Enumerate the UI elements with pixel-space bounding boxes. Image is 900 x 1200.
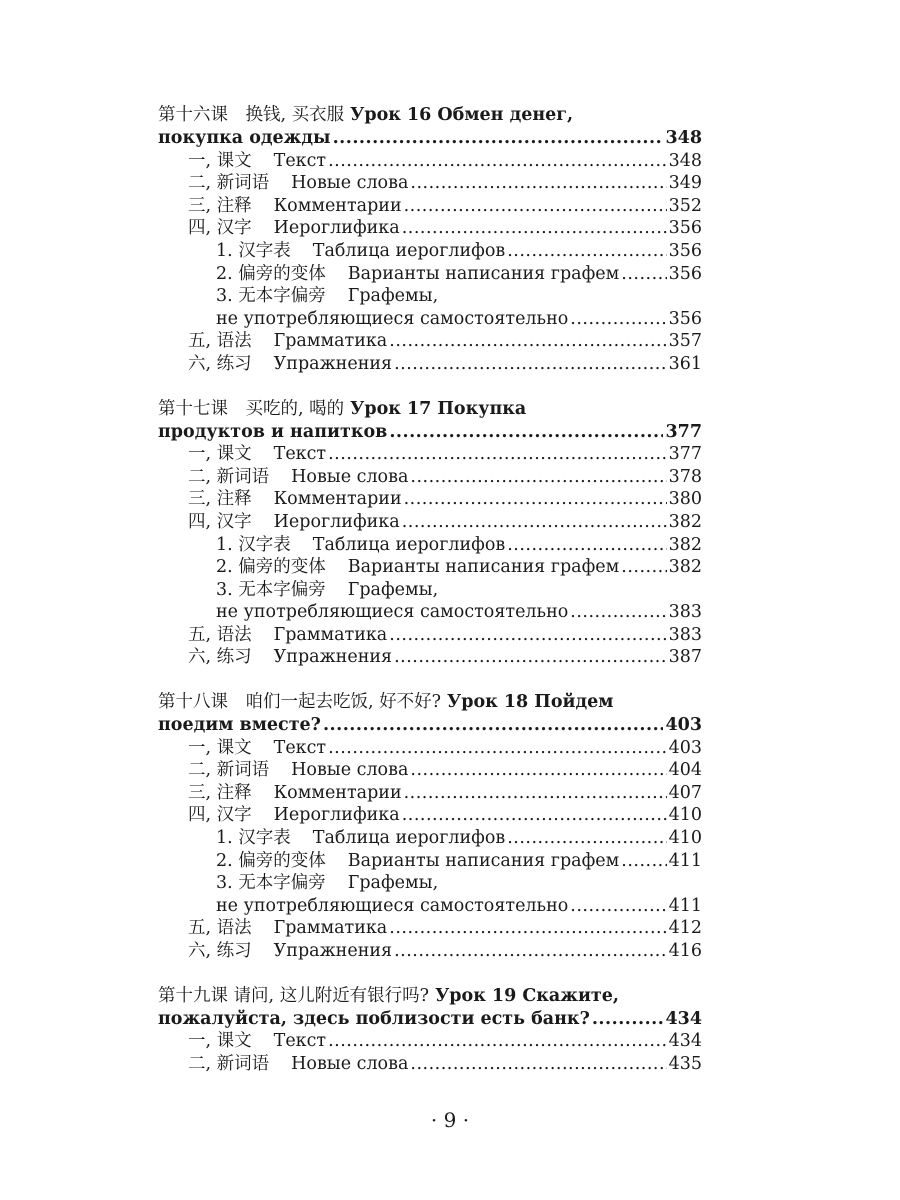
dot-leader <box>570 601 666 624</box>
entry-ru: Варианты написания графем <box>347 557 620 578</box>
dot-leader <box>323 714 664 737</box>
entry-zh: 四, 汉字 <box>188 511 252 532</box>
page-ref: 416 <box>668 941 702 961</box>
entry-ru: Варианты написания графем <box>347 850 620 871</box>
entry-ru: Новые слова <box>291 1053 409 1074</box>
chapter-title-ru: Урок 19 Скажите, <box>435 985 619 1006</box>
page-ref: 434 <box>668 1031 702 1052</box>
dot-leader <box>333 127 664 150</box>
page-ref: 387 <box>668 647 702 668</box>
page-ref: 378 <box>668 466 702 487</box>
dot-leader <box>404 782 667 805</box>
dot-leader <box>404 195 667 218</box>
entry-ru: Новые слова <box>291 173 409 194</box>
chapter-title-cont <box>158 714 702 737</box>
dot-leader <box>389 330 666 353</box>
chapter-title-cont <box>158 421 702 444</box>
chapter-title <box>158 691 702 714</box>
entry-ru: Варианты написания графем <box>347 263 620 284</box>
entry-ru: Таблица иероглифов <box>312 240 506 261</box>
dot-leader <box>389 624 666 647</box>
entry-zh: 二, 新词语 <box>188 1053 270 1074</box>
page-ref: 404 <box>668 760 702 781</box>
dot-leader <box>621 263 666 286</box>
chapter-title-cont-text: покупка одежды <box>158 128 331 148</box>
chapter-title-ru: Урок 18 Пойдем <box>447 692 614 713</box>
toc-entry <box>158 917 702 940</box>
entry-zh: 一, 课文 <box>188 1031 252 1052</box>
toc-entry <box>158 1053 702 1076</box>
chapter-title-zh: 第十九课 请问, 这儿附近有银行吗? <box>158 985 430 1006</box>
entry-ru: Иероглифика <box>273 805 400 826</box>
entry-ru: Грамматика <box>273 624 388 645</box>
page-ref: 411 <box>668 895 702 916</box>
page-ref: 377 <box>665 421 702 442</box>
entry-ru: Текст <box>273 737 327 758</box>
chapter-title <box>158 104 702 127</box>
entry-zh: 3. 无本字偏旁 <box>216 873 326 894</box>
entry-zh: 2. 偏旁的变体 <box>216 850 326 871</box>
toc-subentry <box>158 240 702 263</box>
dot-leader <box>507 534 666 557</box>
dot-leader <box>570 895 666 918</box>
entry-zh: 四, 汉字 <box>188 218 252 239</box>
entry-zh: 1. 汉字表 <box>216 828 291 849</box>
chapter-title-zh: 第十七课 买吃的, 喝的 <box>158 398 345 419</box>
entry-zh: 四, 汉字 <box>188 805 252 826</box>
toc-entry <box>158 172 702 195</box>
toc-subentry <box>158 827 702 850</box>
entry-ru: не употребляющиеся самостоятельно <box>216 895 569 916</box>
dot-leader <box>328 737 667 760</box>
toc-entry <box>158 353 702 376</box>
entry-zh: 2. 偏旁的变体 <box>216 557 326 578</box>
page-ref: 380 <box>668 489 702 510</box>
entry-ru: Грамматика <box>273 918 388 939</box>
page-ref: 357 <box>668 331 702 352</box>
toc-subentry <box>158 850 702 873</box>
dot-leader <box>404 488 667 511</box>
toc-entry <box>158 466 702 489</box>
entry-zh: 二, 新词语 <box>188 466 270 487</box>
dot-leader <box>394 353 667 376</box>
page-ref: 434 <box>665 1008 702 1029</box>
page-ref: 383 <box>668 602 702 623</box>
chapter-18 <box>158 691 702 963</box>
entry-ru: Текст <box>273 444 327 465</box>
toc-subentry <box>158 534 702 557</box>
table-of-contents <box>158 104 702 1097</box>
page-ref: 382 <box>668 511 702 532</box>
dot-leader <box>507 240 666 263</box>
page-ref: 435 <box>668 1053 702 1074</box>
dot-leader <box>410 172 666 195</box>
page-ref: 412 <box>668 918 702 939</box>
entry-ru: Графемы, <box>347 286 439 307</box>
entry-zh: 三, 注释 <box>188 782 252 803</box>
page-ref: 403 <box>665 715 702 736</box>
entry-ru: Графемы, <box>347 873 439 894</box>
entry-ru: Графемы, <box>347 579 439 600</box>
dot-leader <box>570 308 666 331</box>
entry-ru: Упражнения <box>273 647 393 668</box>
page-ref: 361 <box>668 353 702 374</box>
page-ref: 348 <box>668 150 702 171</box>
page-ref: 383 <box>668 624 702 645</box>
toc-subentry <box>158 285 702 308</box>
entry-zh: 五, 语法 <box>188 624 252 645</box>
entry-zh: 1. 汉字表 <box>216 534 291 555</box>
entry-zh: 一, 课文 <box>188 150 252 171</box>
chapter-title-cont <box>158 1008 702 1031</box>
entry-zh: 3. 无本字偏旁 <box>216 579 326 600</box>
entry-zh: 2. 偏旁的变体 <box>216 263 326 284</box>
dot-leader <box>402 804 667 827</box>
page-ref: 356 <box>668 218 702 239</box>
toc-entry <box>158 217 702 240</box>
entry-zh: 一, 课文 <box>188 444 252 465</box>
page-ref: 377 <box>668 444 702 465</box>
entry-ru: Новые слова <box>291 760 409 781</box>
toc-entry <box>158 759 702 782</box>
toc-entry <box>158 330 702 353</box>
chapter-title-zh: 第十八课 咱们一起去吃饭, 好不好? <box>158 692 442 713</box>
toc-entry <box>158 1030 702 1053</box>
entry-ru: Новые слова <box>291 466 409 487</box>
dot-leader <box>389 421 663 444</box>
page-ref: 403 <box>668 737 702 758</box>
toc-entry <box>158 782 702 805</box>
chapter-title <box>158 985 702 1008</box>
entry-ru: Комментарии <box>273 489 402 510</box>
toc-subentry <box>158 556 702 579</box>
dot-leader <box>410 759 666 782</box>
chapter-title-ru: Урок 17 Покупка <box>350 398 527 419</box>
chapter-title-ru: Урок 16 Обмен денег, <box>350 105 574 125</box>
page-ref: 382 <box>668 557 702 578</box>
entry-ru: не употребляющиеся самостоятельно <box>216 308 569 329</box>
chapter-title <box>158 398 702 421</box>
page-ref: 411 <box>668 850 702 871</box>
entry-zh: 五, 语法 <box>188 918 252 939</box>
entry-ru: Грамматика <box>273 331 388 352</box>
chapter-title-cont-text: продуктов и напитков <box>158 421 388 442</box>
entry-ru: Текст <box>273 1031 327 1052</box>
dot-leader <box>410 1053 666 1076</box>
page-ref: 348 <box>665 128 702 148</box>
toc-entry <box>158 624 702 647</box>
entry-zh: 二, 新词语 <box>188 173 270 194</box>
entry-zh: 3. 无本字偏旁 <box>216 286 326 307</box>
toc-entry <box>158 646 702 669</box>
dot-leader <box>507 827 666 850</box>
toc-entry <box>158 443 702 466</box>
page-ref: 356 <box>668 240 702 261</box>
toc-subentry <box>158 579 702 602</box>
page-ref: 349 <box>668 173 702 194</box>
toc-entry <box>158 737 702 760</box>
chapter-title-cont-text: поедим вместе? <box>158 715 321 736</box>
entry-ru: Текст <box>273 150 327 171</box>
toc-subentry-cont <box>158 308 702 331</box>
toc-entry <box>158 940 702 963</box>
entry-zh: 六, 练习 <box>188 647 252 668</box>
entry-zh: 三, 注释 <box>188 195 252 216</box>
dot-leader <box>394 646 667 669</box>
dot-leader <box>592 1008 664 1031</box>
entry-ru: Комментарии <box>273 782 402 803</box>
entry-zh: 一, 课文 <box>188 737 252 758</box>
page-ref: 410 <box>668 828 702 849</box>
chapter-title-cont-text: пожалуйста, здесь поблизости есть банк? <box>158 1008 590 1029</box>
toc-subentry-cont <box>158 895 702 918</box>
toc-entry <box>158 511 702 534</box>
chapter-title-zh: 第十六课 换钱, 买衣服 <box>158 105 345 125</box>
toc-subentry <box>158 872 702 895</box>
dot-leader <box>402 217 667 240</box>
entry-ru: Комментарии <box>273 195 402 216</box>
entry-zh: 1. 汉字表 <box>216 240 291 261</box>
toc-entry <box>158 488 702 511</box>
entry-ru: Упражнения <box>273 941 393 961</box>
toc-entry <box>158 195 702 218</box>
entry-zh: 六, 练习 <box>188 353 252 374</box>
entry-zh: 二, 新词语 <box>188 760 270 781</box>
page-ref: 352 <box>668 195 702 216</box>
dot-leader <box>328 150 667 173</box>
entry-ru: Таблица иероглифов <box>312 828 506 849</box>
dot-leader <box>328 1030 667 1053</box>
page-ref: 356 <box>668 308 702 329</box>
page-number: · 9 · <box>430 1108 470 1132</box>
entry-ru: Иероглифика <box>273 218 400 239</box>
dot-leader <box>410 466 666 489</box>
toc-subentry-cont <box>158 601 702 624</box>
page-ref: 407 <box>668 782 702 803</box>
page-ref: 410 <box>668 805 702 826</box>
entry-zh: 六, 练习 <box>188 941 252 961</box>
entry-ru: Упражнения <box>273 353 393 374</box>
dot-leader <box>328 443 667 466</box>
dot-leader <box>394 940 667 963</box>
toc-subentry <box>158 263 702 286</box>
dot-leader <box>621 850 666 873</box>
chapter-17 <box>158 398 702 670</box>
chapter-16 <box>158 104 702 376</box>
entry-ru: Таблица иероглифов <box>312 534 506 555</box>
entry-zh: 三, 注释 <box>188 489 252 510</box>
toc-entry <box>158 804 702 827</box>
chapter-19 <box>158 985 702 1076</box>
entry-ru: Иероглифика <box>273 511 400 532</box>
entry-zh: 五, 语法 <box>188 331 252 352</box>
dot-leader <box>621 556 666 579</box>
page-ref: 382 <box>668 534 702 555</box>
page-ref: 356 <box>668 263 702 284</box>
dot-leader <box>389 917 666 940</box>
chapter-title-cont <box>158 127 702 150</box>
dot-leader <box>402 511 667 534</box>
toc-entry <box>158 150 702 173</box>
entry-ru: не употребляющиеся самостоятельно <box>216 602 569 623</box>
